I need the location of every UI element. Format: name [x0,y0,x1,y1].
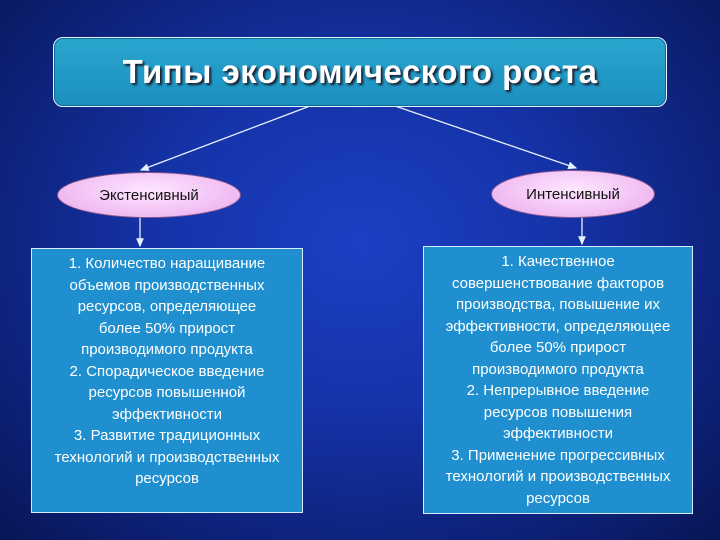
description-line: производства, повышение их [455,296,661,313]
description-line: ресурсов [526,489,590,507]
description-line: эффективности [111,405,222,423]
description-line: ресурсов повышенной [88,384,246,401]
intensive-label: Интенсивный [526,185,620,203]
description-line: 1. Количество наращивание [68,255,266,272]
description-line: ресурсов [135,470,199,487]
description-line: более 50% прирост [98,319,236,337]
description-line: 3. Развитие традиционных [73,427,261,444]
description-line: технологий и производственных [445,468,671,485]
description-line: технологий и производственных [54,448,280,466]
description-line: более 50% прирост [489,339,627,356]
description-line: ресурсов повышения [483,403,633,421]
extensive-oval [57,172,241,218]
description-line: 1. Качественное [501,253,615,270]
arrow-title-to-right [395,106,576,168]
description-line: производимого продукта [472,360,644,378]
description-line: объемов производственных [69,276,265,294]
description-line: производимого продукта [81,341,253,358]
arrow-title-to-left [141,106,310,170]
diagram-title: Типы экономического роста [122,53,598,90]
intensive-description-box [423,246,693,514]
description-line: 3. Применение прогрессивных [451,446,665,464]
description-line: эффективности [502,425,613,442]
extensive-label: Экстенсивный [99,186,199,204]
description-line: эффективности, определяющее [445,317,671,335]
extensive-description-box [31,248,303,513]
description-line: 2. Непрерывное введение [466,382,650,399]
description-line: совершенствование факторов [451,274,665,292]
title-box [53,37,667,107]
description-line: 2. Спорадическое введение [69,362,265,380]
description-line: ресурсов, определяющее [77,298,257,315]
intensive-oval [491,170,655,218]
